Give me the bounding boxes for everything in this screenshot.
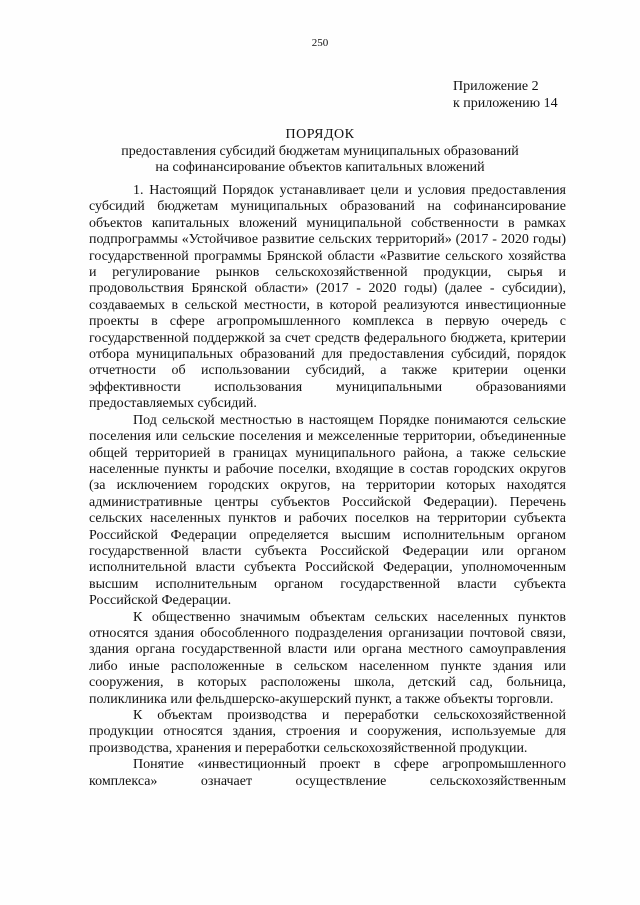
title-subtitle-line-1: предоставления субсидий бюджетам муниципальных образований: [121, 144, 519, 159]
appendix-line-1: Приложение 2: [453, 79, 539, 94]
paragraph-4: К объектам производства и переработки сельскохозяйственной продукции относятся здания, строения и сооружения, используемые для производства, хранения и переработки сельскохозяйственной продукции.: [89, 708, 566, 756]
document-title: [0, 127, 640, 176]
paragraph-2: Под сельской местностью в настоящем Порядке понимаются сельские поселения или сельские поселения и межселенные территории, объединенные общей территорией в границах муниципального района, а также сельские населенные пункты и рабочие поселки, входящие в состав городских округов (за исключением городских округов, на территории которых находятся административные центры субъектов Российской Федерации). Перечень сельских населенных пунктов и рабочих поселков на территории субъекта Российской Федерации определяется высшим исполнительным органом государственной власти субъекта Российской Федерации или органом исполнительной власти субъекта Российской Федерации, уполномоченным высшим исполнительным органом государственной власти субъекта Российской Федерации.: [89, 412, 566, 609]
title-main: ПОРЯДОК: [285, 127, 355, 142]
paragraph-3: К общественно значимым объектам сельских населенных пунктов относятся здания обособленного подразделения организации почтовой связи, здания органа государственной власти или органа местного самоуправления либо иные расположенные в сельском населенном пункте здания или сооружения, в которых расположены школа, детский сад, больница, поликлиника или фельдшерско-акушерский пункт, а также объекты торговли.: [89, 609, 566, 707]
page-number: 250: [311, 37, 329, 49]
appendix-line-2: к приложению 14: [453, 96, 558, 111]
title-subtitle-line-2: на софинансирование объектов капитальных вложений: [155, 160, 485, 175]
appendix-reference: [453, 78, 558, 112]
document-body: [89, 183, 566, 790]
paragraph-5: Понятие «инвестиционный проект в сфере агропромышленного комплекса» означает осуществление сельскохозяйственным: [89, 757, 566, 789]
paragraph-1: 1. Настоящий Порядок устанавливает цели и условия предоставления субсидий бюджетам муниципальных образований на софинансирование объектов капитальных вложений муниципальной собственности в рамках подпрограммы «Устойчивое развитие сельских территорий» (2017 - 2020 годы) государственной программы Брянской области «Развитие сельского хозяйства и регулирование рынков сельскохозяйственной продукции, сырья и продовольствия Брянской области» (2017 - 2020 годы) (далее - субсидии), создаваемых в сельской местности, в которой реализуются инвестиционные проекты в сфере агропромышленного комплекса в первую очередь с государственной поддержкой за счет средств федерального бюджета, критерии отбора муниципальных образований для предоставления субсидий, порядок отчетности об использовании субсидий, а также критерии оценки эффективности использования муниципальными образованиями предоставляемых субсидий.: [89, 183, 566, 412]
